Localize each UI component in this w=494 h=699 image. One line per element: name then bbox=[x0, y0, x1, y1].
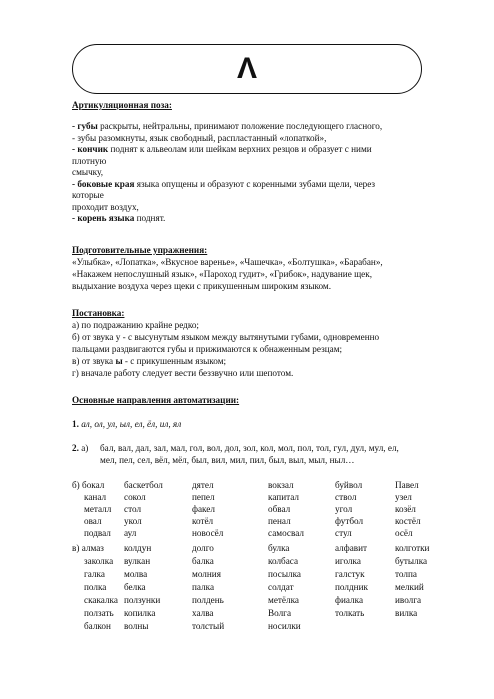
pose-line bbox=[72, 167, 103, 179]
exercises-line: «Накажем непослушный язык», «Пароход гудит», «Грибок», надувание щек, bbox=[72, 269, 372, 279]
grid-word: балка bbox=[192, 556, 214, 566]
grid-word: пенал bbox=[268, 516, 291, 526]
grid-word: галстук bbox=[335, 569, 365, 579]
grid-word: б) бокал bbox=[72, 480, 105, 490]
grid-word: заколка bbox=[84, 556, 114, 566]
grid-word: долго bbox=[192, 543, 214, 553]
sound-letter: Λ bbox=[236, 52, 257, 85]
setup-text: пальцами раздвигаются губы и прижимаются к обнаженным резцам; bbox=[72, 344, 343, 354]
grid-word: носилки bbox=[268, 621, 301, 631]
pose-line bbox=[72, 202, 139, 214]
pose-heading: Артикуляционная поза: bbox=[72, 100, 172, 110]
item2-words-line1: бал, вал, дал, зал, мал, гол, вол, дол, зол, кол, мол, пол, тол, гул, дул, мул, ел, bbox=[100, 443, 399, 453]
grid-word: футбол bbox=[335, 516, 364, 526]
grid-word: вилка bbox=[395, 608, 418, 618]
grid-word: алфавит bbox=[335, 543, 368, 553]
title-frame bbox=[72, 44, 422, 94]
grid-word: толкать bbox=[335, 608, 365, 618]
grid-word: халва bbox=[192, 608, 214, 618]
grid-word: баскетбол bbox=[124, 480, 163, 490]
setup-sound: ы bbox=[115, 356, 123, 366]
grid-word: булка bbox=[268, 543, 290, 553]
grid-word: балкон bbox=[84, 621, 111, 631]
item1-syllables: ал, ол, ул, ыл, ел, ёл, ил, ял bbox=[81, 419, 182, 429]
pose-text: плотную bbox=[72, 155, 107, 166]
grid-word: угол bbox=[335, 504, 353, 514]
setup-line bbox=[72, 320, 199, 332]
grid-word: иволга bbox=[395, 595, 422, 605]
item1-number: 1. bbox=[72, 419, 79, 429]
grid-word: молва bbox=[124, 569, 148, 579]
grid-word: осёл bbox=[395, 528, 413, 538]
grid-word: укол bbox=[124, 516, 142, 526]
item2-sub-a: а) bbox=[81, 443, 89, 453]
grid-word: дятел bbox=[192, 480, 214, 490]
grid-word: Волга bbox=[268, 608, 292, 618]
grid-word: пепел bbox=[192, 492, 215, 502]
grid-word: в) алмаз bbox=[72, 543, 104, 553]
exercises-line: «Улыбка», «Лопатка», «Вкусное варенье», «Чашечка», «Болтушка», «Барабан», bbox=[72, 257, 383, 267]
grid-word: посылка bbox=[268, 569, 301, 579]
item1 bbox=[72, 419, 181, 431]
grid-word: стул bbox=[335, 528, 352, 538]
setup-text-after: - с прикушенным языком; bbox=[122, 356, 227, 366]
grid-word: метёлка bbox=[268, 595, 299, 605]
grid-word: фиалка bbox=[335, 595, 364, 605]
grid-word: колбаса bbox=[268, 556, 299, 566]
item2-label bbox=[72, 443, 88, 455]
item2-words-line2: мел, пел, сел, вёл, мёл, был, вил, мил, пил, был, выл, мыл, ныл… bbox=[100, 455, 355, 465]
grid-word: обвал bbox=[268, 504, 291, 514]
grid-word: ствол bbox=[335, 492, 357, 502]
exercises-line: выдыхание воздуха через щеки с прикушенным широким языком. bbox=[72, 281, 332, 291]
grid-word: овал bbox=[84, 516, 102, 526]
grid-word: сокол bbox=[124, 492, 146, 502]
pose-line bbox=[72, 144, 372, 156]
pose-line bbox=[72, 190, 104, 202]
grid-word: скакалка bbox=[84, 595, 118, 605]
pose-text: - зубы разомкнуты, язык свободный, распластанный «лопаткой», bbox=[72, 132, 327, 143]
grid-word: козёл bbox=[395, 504, 416, 514]
setup-text: б) от звука у - с высунутым языком между вытянутыми губами, одновременно bbox=[72, 332, 380, 342]
grid-word: ползать bbox=[84, 608, 114, 618]
grid-word: факел bbox=[192, 504, 215, 514]
setup-heading: Постановка: bbox=[72, 308, 125, 318]
grid-word: канал bbox=[84, 492, 107, 502]
pose-text: проходит воздух, bbox=[72, 201, 139, 212]
setup-line bbox=[72, 332, 379, 344]
grid-word: полка bbox=[84, 582, 107, 592]
pose-line bbox=[72, 156, 106, 168]
grid-word: подвал bbox=[84, 528, 111, 538]
pose-term: - корень языка bbox=[72, 213, 135, 223]
grid-word: капитал bbox=[268, 492, 299, 502]
grid-word: молния bbox=[192, 569, 221, 579]
grid-word: волны bbox=[124, 621, 149, 631]
grid-word: колдун bbox=[124, 543, 152, 553]
pose-line bbox=[72, 121, 382, 133]
grid-word: ползунки bbox=[124, 595, 161, 605]
grid-word: бутылка bbox=[395, 556, 428, 566]
grid-word: палка bbox=[192, 582, 215, 592]
grid-word: вокзал bbox=[268, 480, 294, 490]
grid-word: галка bbox=[84, 569, 105, 579]
grid-word: копилка bbox=[124, 608, 156, 618]
grid-word: самосвал bbox=[268, 528, 304, 538]
pose-text: которые bbox=[72, 190, 104, 200]
setup-line bbox=[72, 344, 342, 356]
grid-word: узел bbox=[395, 492, 412, 502]
pose-term: - губы bbox=[72, 121, 98, 131]
setup-text: в) от звука bbox=[72, 356, 116, 366]
grid-word: полдник bbox=[335, 582, 368, 592]
grid-word: иголка bbox=[335, 556, 361, 566]
grid-word: толпа bbox=[395, 569, 417, 579]
grid-word: костёл bbox=[395, 516, 421, 526]
grid-word: колготки bbox=[395, 543, 430, 553]
grid-word: котёл bbox=[192, 516, 214, 526]
grid-word: металл bbox=[84, 504, 112, 514]
item2-number: 2. bbox=[72, 443, 79, 453]
pose-text: раскрыты, нейтральны, принимают положение последующего гласного, bbox=[97, 121, 383, 131]
setup-text: а) по подражанию крайне редко; bbox=[72, 320, 199, 330]
grid-word: аул bbox=[124, 528, 137, 538]
grid-word: полдень bbox=[192, 595, 224, 605]
grid-word: Павел bbox=[395, 480, 419, 490]
pose-line bbox=[72, 213, 165, 225]
exercises-heading: Подготовительные упражнения: bbox=[72, 245, 208, 255]
automation-heading: Основные направления автоматизации: bbox=[72, 395, 240, 405]
pose-text: языка опущены и образуют с коренными зубами щели, через bbox=[134, 178, 376, 189]
pose-line bbox=[72, 133, 326, 145]
grid-word: вулкан bbox=[124, 556, 151, 566]
pose-text: смычку, bbox=[72, 167, 103, 177]
grid-word: новосёл bbox=[192, 528, 224, 538]
pose-text: поднят. bbox=[134, 213, 166, 223]
grid-word: солдат bbox=[268, 582, 294, 592]
setup-line bbox=[72, 368, 293, 380]
grid-word: белка bbox=[124, 582, 146, 592]
pose-term: - боковые края bbox=[72, 178, 135, 189]
grid-word: стол bbox=[124, 504, 142, 514]
pose-term: - кончик bbox=[72, 144, 109, 154]
grid-word: толстый bbox=[192, 621, 225, 631]
pose-line bbox=[72, 179, 375, 191]
grid-word: буйвол bbox=[335, 480, 363, 490]
pose-text: поднят к альвеолам или шейкам верхних резцов и образует с ними bbox=[108, 144, 372, 154]
setup-text: г) вначале работу следует вести беззвучно или шепотом. bbox=[72, 368, 294, 378]
setup-line bbox=[72, 356, 226, 368]
grid-word: мелкий bbox=[395, 582, 424, 592]
